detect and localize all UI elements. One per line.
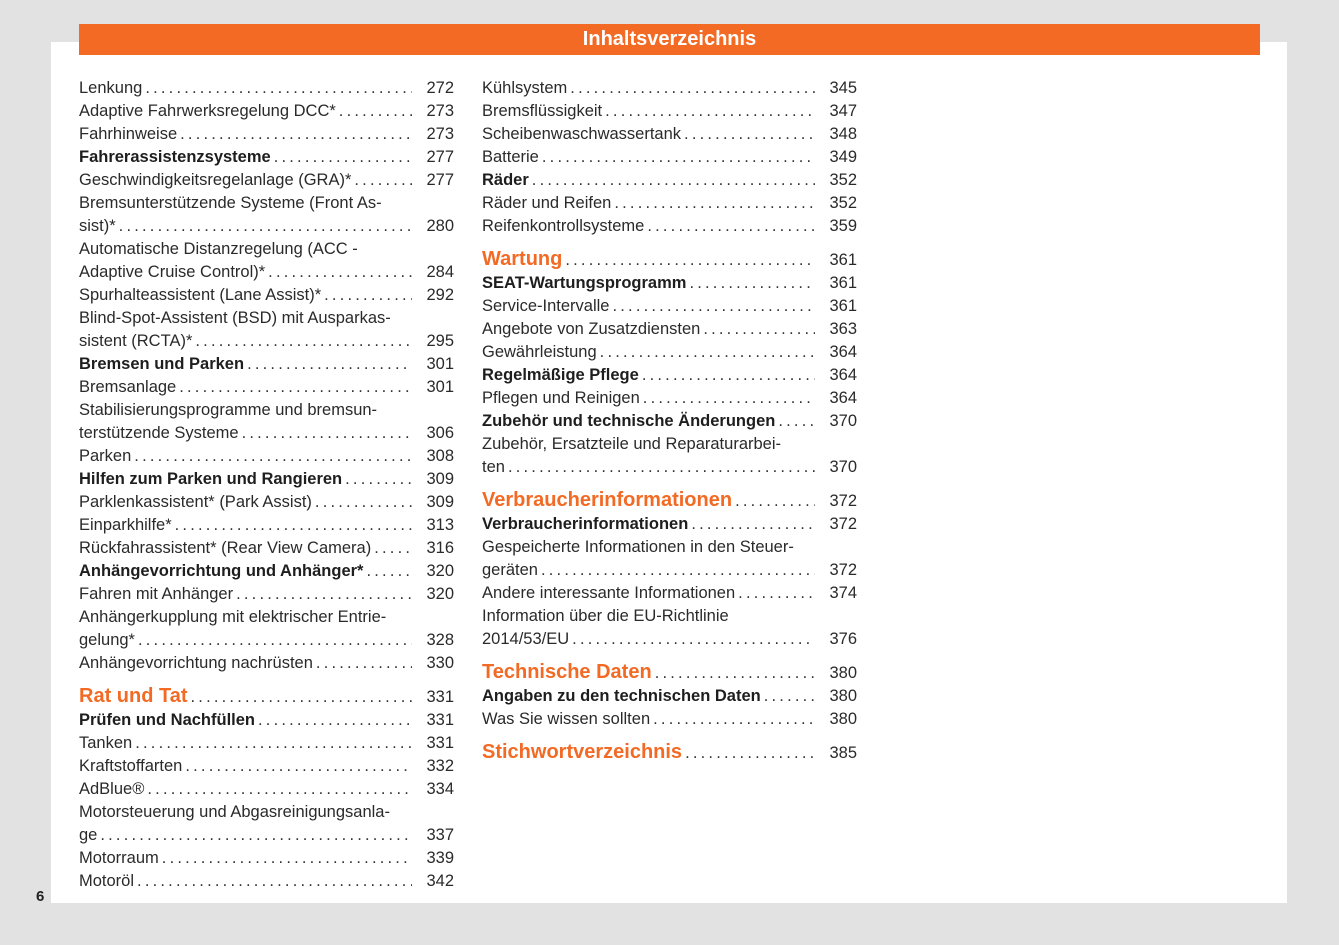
toc-entry[interactable]: [79, 307, 454, 353]
toc-page-number: 272: [426, 79, 454, 97]
toc-entry-title: Parken: [79, 447, 132, 465]
toc-entry-title: Bremsflüssigkeit: [482, 102, 603, 120]
leader-dots: [268, 261, 412, 284]
toc-page-number: 363: [829, 320, 857, 338]
leader-dots: [684, 123, 815, 146]
toc-entry-title: Gewährleistung: [482, 343, 597, 361]
leader-dots: [274, 146, 412, 169]
toc-entry[interactable]: [79, 353, 454, 376]
toc-entry[interactable]: [79, 514, 454, 537]
leader-dots: [738, 582, 815, 605]
toc-page-number: 309: [426, 493, 454, 511]
toc-entry-title: Motorraum: [79, 849, 159, 867]
toc-entry-title: Bremsanlage: [79, 378, 177, 396]
toc-chapter[interactable]: [482, 661, 857, 685]
toc-entry-title: Anhängevorrichtung und Anhänger*: [79, 562, 364, 580]
toc-entry-title: Blind-Spot-Assistent (BSD) mit Ausparkas-: [79, 309, 391, 327]
toc-entry[interactable]: [482, 708, 857, 731]
toc-entry-title-cont: sistent (RCTA)*: [79, 332, 193, 350]
toc-entry[interactable]: [482, 685, 857, 708]
toc-entry-title: Automatische Distanzregelung (ACC -: [79, 240, 358, 258]
toc-chapter[interactable]: [79, 685, 454, 709]
toc-entry-title: Stichwortverzeichnis: [482, 741, 683, 763]
leader-dots: [689, 272, 815, 295]
toc-entry-title: Information über die EU-Richtlinie: [482, 607, 729, 625]
leader-dots: [685, 742, 815, 765]
toc-entry[interactable]: [482, 387, 857, 410]
toc-page-number: 309: [426, 470, 454, 488]
toc-entry[interactable]: [79, 606, 454, 652]
leader-dots: [258, 709, 412, 732]
toc-entry[interactable]: [79, 399, 454, 445]
leader-dots: [565, 249, 815, 272]
toc-entry-title-cont: geräten: [482, 561, 538, 579]
toc-entry-title: Service-Intervalle: [482, 297, 610, 315]
leader-dots: [247, 353, 412, 376]
leader-dots: [612, 295, 815, 318]
toc-entry-title: Anhängerkupplung mit elektrischer Entrie-: [79, 608, 387, 626]
leader-dots: [541, 559, 815, 582]
toc-entry[interactable]: [482, 169, 857, 192]
toc-entry-title: Andere interessante Informationen: [482, 584, 736, 602]
toc-page-number: 284: [426, 263, 454, 281]
toc-chapter[interactable]: [482, 489, 857, 513]
toc-entry-title: Bremsen und Parken: [79, 355, 245, 373]
toc-entry-title: Verbraucherinformationen: [482, 489, 733, 511]
leader-dots: [137, 870, 412, 893]
toc-page-number: 361: [829, 251, 857, 269]
leader-dots: [647, 215, 815, 238]
toc-page-number: 385: [829, 744, 857, 762]
leader-dots: [354, 169, 412, 192]
toc-entry-title: Gespeicherte Informationen in den Steuer-: [482, 538, 794, 556]
toc-entry-title: Verbraucherinformationen: [482, 515, 689, 533]
toc-entry-title-cont: 2014/53/EU: [482, 630, 570, 648]
toc-page-number: 361: [829, 297, 857, 315]
toc-page-number: 301: [426, 378, 454, 396]
toc-page-number: 316: [426, 539, 454, 557]
toc-page-number: 364: [829, 366, 857, 384]
toc-page-number: 349: [829, 148, 857, 166]
toc-entry[interactable]: [482, 605, 857, 651]
leader-dots: [315, 491, 412, 514]
toc-page-number: 273: [426, 125, 454, 143]
toc-entry[interactable]: [482, 341, 857, 364]
toc-entry-title: Fahrhinweise: [79, 125, 178, 143]
toc-entry-title-cont: ten: [482, 458, 505, 476]
leader-dots: [324, 284, 412, 307]
toc-entry[interactable]: [482, 146, 857, 169]
toc-page-number: 273: [426, 102, 454, 120]
toc-entry-title: Angebote von Zusatzdiensten: [482, 320, 701, 338]
leader-dots: [316, 652, 412, 675]
toc-entry-title: Stabilisierungsprogramme und bremsun-: [79, 401, 378, 419]
toc-page-number: 277: [426, 148, 454, 166]
toc-page-number: 376: [829, 630, 857, 648]
toc-entry-title: Zubehör und technische Änderungen: [482, 412, 776, 430]
toc-page-number: 342: [426, 872, 454, 890]
toc-entry[interactable]: [79, 732, 454, 755]
toc-entry[interactable]: [79, 284, 454, 307]
leader-dots: [135, 732, 412, 755]
toc-entry-title: Regelmäßige Pflege: [482, 366, 639, 384]
toc-page-number: 277: [426, 171, 454, 189]
toc-entry-title: Angaben zu den technischen Daten: [482, 687, 761, 705]
toc-entry[interactable]: [482, 433, 857, 479]
toc-entry[interactable]: [79, 560, 454, 583]
toc-entry-title-cont: sist)*: [79, 217, 116, 235]
toc-entry-title: Adaptive Fahrwerksregelung DCC*: [79, 102, 336, 120]
toc-page-number: 339: [426, 849, 454, 867]
toc-entry-title: Bremsunterstützende Systeme (Front As-: [79, 194, 382, 212]
toc-entry-title: Scheibenwaschwassertank: [482, 125, 682, 143]
toc-entry[interactable]: [482, 272, 857, 295]
toc-entry-title: Geschwindigkeitsregelanlage (GRA)*: [79, 171, 352, 189]
leader-dots: [147, 778, 412, 801]
toc-page-number: 364: [829, 343, 857, 361]
toc-entry[interactable]: [79, 491, 454, 514]
toc-page-number: 280: [426, 217, 454, 235]
leader-dots: [100, 824, 412, 847]
leader-dots: [180, 123, 412, 146]
toc-entry[interactable]: [79, 583, 454, 606]
toc-page-number: 334: [426, 780, 454, 798]
leader-dots: [542, 146, 815, 169]
toc-page-number: 332: [426, 757, 454, 775]
toc-entry-title: Pflegen und Reinigen: [482, 389, 640, 407]
toc-entry[interactable]: [79, 376, 454, 399]
toc-entry[interactable]: [79, 445, 454, 468]
leader-dots: [175, 514, 412, 537]
toc-page-number: 352: [829, 171, 857, 189]
toc-entry[interactable]: [482, 536, 857, 582]
toc-column-right: [482, 77, 857, 765]
toc-page-number: 320: [426, 562, 454, 580]
leader-dots: [508, 456, 815, 479]
leader-dots: [179, 376, 412, 399]
leader-dots: [572, 628, 815, 651]
toc-entry-title: Räder: [482, 171, 529, 189]
toc-page-number: 348: [829, 125, 857, 143]
toc-page-number: 352: [829, 194, 857, 212]
toc-entry-title: Kraftstoffarten: [79, 757, 183, 775]
leader-dots: [119, 215, 412, 238]
leader-dots: [653, 708, 815, 731]
leader-dots: [570, 77, 815, 100]
toc-entry-title: Fahrerassistenzsysteme: [79, 148, 271, 166]
toc-entry[interactable]: [482, 410, 857, 433]
toc-page-number: 331: [426, 688, 454, 706]
toc-entry[interactable]: [482, 364, 857, 387]
toc-entry-title: Motoröl: [79, 872, 135, 890]
toc-page-number: 370: [829, 412, 857, 430]
leader-dots: [145, 77, 412, 100]
leader-dots: [162, 847, 412, 870]
toc-entry-title: Spurhalteassistent (Lane Assist)*: [79, 286, 322, 304]
leader-dots: [614, 192, 815, 215]
toc-page-number: 330: [426, 654, 454, 672]
toc-entry-title-cont: gelung*: [79, 631, 135, 649]
toc-entry-title: Parklenkassistent* (Park Assist): [79, 493, 312, 511]
page-title: Inhaltsverzeichnis: [79, 24, 1260, 55]
toc-entry[interactable]: [482, 123, 857, 146]
toc-page-number: 380: [829, 687, 857, 705]
toc-entry[interactable]: [482, 77, 857, 100]
leader-dots: [339, 100, 412, 123]
leader-dots: [691, 513, 815, 536]
toc-entry-title: Zubehör, Ersatzteile und Reparaturarbei-: [482, 435, 781, 453]
leader-dots: [236, 583, 412, 606]
toc-entry[interactable]: [79, 238, 454, 284]
toc-entry[interactable]: [482, 513, 857, 536]
toc-page-number: 331: [426, 734, 454, 752]
leader-dots: [345, 468, 412, 491]
toc-entry-title: SEAT-Wartungsprogramm: [482, 274, 687, 292]
toc-entry[interactable]: [79, 537, 454, 560]
toc-entry[interactable]: [79, 755, 454, 778]
toc-entry-title: AdBlue®: [79, 780, 145, 798]
leader-dots: [642, 364, 815, 387]
leader-dots: [195, 330, 412, 353]
toc-page-number: 331: [426, 711, 454, 729]
toc-page-number: 372: [829, 515, 857, 533]
toc-entry-title: Batterie: [482, 148, 539, 166]
leader-dots: [532, 169, 815, 192]
toc-page-number: 364: [829, 389, 857, 407]
toc-page-number: 301: [426, 355, 454, 373]
toc-entry-title: Fahren mit Anhänger: [79, 585, 234, 603]
toc-entry[interactable]: [79, 192, 454, 238]
toc-entry-title: Motorsteuerung und Abgasreinigungsanla-: [79, 803, 390, 821]
toc-page-number: 374: [829, 584, 857, 602]
toc-entry-title: Lenkung: [79, 79, 143, 97]
toc-entry[interactable]: [482, 100, 857, 123]
toc-chapter[interactable]: [482, 248, 857, 272]
toc-page-number: 328: [426, 631, 454, 649]
toc-page-number: 361: [829, 274, 857, 292]
toc-page-number: 313: [426, 516, 454, 534]
toc-entry-title-cont: ge: [79, 826, 98, 844]
leader-dots: [242, 422, 412, 445]
leader-dots: [138, 629, 412, 652]
leader-dots: [366, 560, 412, 583]
toc-entry-title: Anhängevorrichtung nachrüsten: [79, 654, 313, 672]
toc-entry[interactable]: [482, 295, 857, 318]
toc-entry[interactable]: [79, 468, 454, 491]
toc-entry[interactable]: [79, 100, 454, 123]
leader-dots: [191, 686, 412, 709]
toc-entry[interactable]: [79, 123, 454, 146]
leader-dots: [778, 410, 815, 433]
toc-page-number: 345: [829, 79, 857, 97]
toc-page-number: 292: [426, 286, 454, 304]
toc-entry[interactable]: [79, 652, 454, 675]
toc-column-left: [79, 77, 454, 893]
toc-page-number: 308: [426, 447, 454, 465]
toc-entry-title: Rückfahrassistent* (Rear View Camera): [79, 539, 372, 557]
leader-dots: [764, 685, 815, 708]
toc-entry[interactable]: [79, 709, 454, 732]
leader-dots: [643, 387, 815, 410]
leader-dots: [605, 100, 815, 123]
toc-entry-title-cont: terstützende Systeme: [79, 424, 239, 442]
leader-dots: [655, 662, 815, 685]
toc-entry[interactable]: [79, 77, 454, 100]
toc-page-number: 320: [426, 585, 454, 603]
toc-entry-title: Prüfen und Nachfüllen: [79, 711, 256, 729]
toc-entry[interactable]: [79, 847, 454, 870]
toc-page-number: 337: [426, 826, 454, 844]
toc-entry[interactable]: [79, 146, 454, 169]
toc-entry-title: Tanken: [79, 734, 133, 752]
toc-entry-title: Technische Daten: [482, 661, 652, 683]
toc-entry[interactable]: [79, 870, 454, 893]
toc-page-number: 372: [829, 561, 857, 579]
toc-entry-title: Einparkhilfe*: [79, 516, 172, 534]
toc-page-number: 306: [426, 424, 454, 442]
toc-entry-title: Hilfen zum Parken und Rangieren: [79, 470, 343, 488]
toc-entry-title: Räder und Reifen: [482, 194, 612, 212]
toc-entry[interactable]: [482, 215, 857, 238]
leader-dots: [735, 490, 815, 513]
toc-page-number: 359: [829, 217, 857, 235]
toc-entry[interactable]: [482, 582, 857, 605]
leader-dots: [600, 341, 815, 364]
toc-entry-title: Was Sie wissen sollten: [482, 710, 651, 728]
toc-entry[interactable]: [482, 192, 857, 215]
toc-page-number: 295: [426, 332, 454, 350]
page-number: 6: [36, 888, 45, 905]
toc-entry-title: Kühlsystem: [482, 79, 568, 97]
toc-page-number: 370: [829, 458, 857, 476]
leader-dots: [703, 318, 815, 341]
toc-entry-title: Reifenkontrollsysteme: [482, 217, 645, 235]
toc-page-number: 372: [829, 492, 857, 510]
toc-entry[interactable]: [79, 778, 454, 801]
toc-chapter[interactable]: [482, 741, 857, 765]
leader-dots: [134, 445, 412, 468]
toc-page-number: 347: [829, 102, 857, 120]
leader-dots: [185, 755, 412, 778]
toc-entry[interactable]: [79, 801, 454, 847]
toc-entry-title-cont: Adaptive Cruise Control)*: [79, 263, 266, 281]
toc-entry-title: Rat und Tat: [79, 685, 188, 707]
toc-page-number: 380: [829, 664, 857, 682]
toc-entry[interactable]: [79, 169, 454, 192]
toc-entry[interactable]: [482, 318, 857, 341]
leader-dots: [374, 537, 412, 560]
toc-page-number: 380: [829, 710, 857, 728]
toc-entry-title: Wartung: [482, 248, 563, 270]
